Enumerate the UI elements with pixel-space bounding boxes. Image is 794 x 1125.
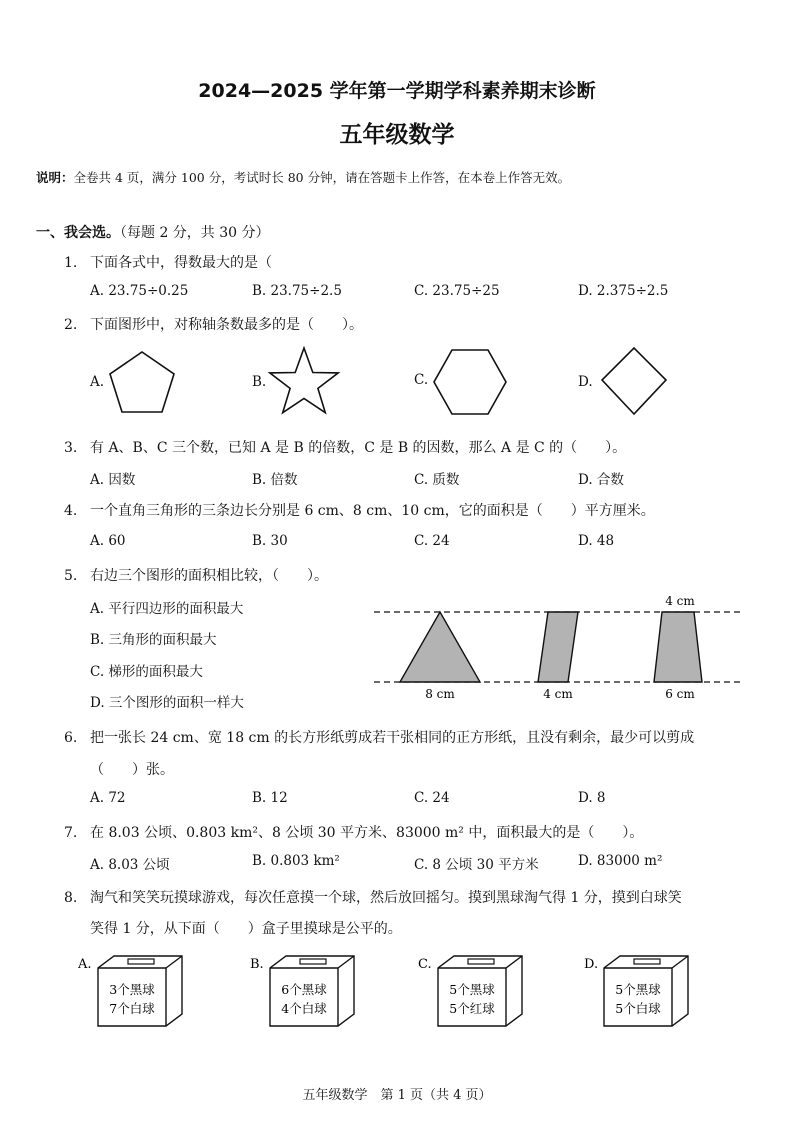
ball-box-b (250, 952, 370, 1032)
parallelogram-base-label: 4 cm (543, 687, 573, 701)
section-points: （每题 2 分，共 30 分） (120, 225, 270, 241)
question-8-continued: 笑得 1 分，从下面（ ）盒子里摸球是公平的。 (90, 921, 402, 937)
box-d-line2: 5个白球 (615, 1001, 661, 1016)
question-3: 3. 有 A、B、C 三个数，已知 A 是 B 的倍数，C 是 B 的因数，那么 A 是 C 的（ ）。 (64, 440, 627, 456)
q2-option-c: C. (414, 372, 429, 388)
q6-option-d: D. 8 (578, 790, 606, 806)
instructions-label: 说明： (36, 170, 74, 185)
section-heading (36, 222, 270, 242)
q6-option-b: B. 12 (252, 790, 288, 806)
box-c-line1: 5个黑球 (449, 982, 495, 997)
box-c-letter: C. (418, 957, 432, 972)
triangle-base-label: 8 cm (425, 687, 455, 701)
box-b-letter: B. (250, 957, 264, 972)
q4-option-d: D. 48 (578, 533, 615, 549)
question-2: 2. 下面图形中，对称轴条数最多的是（ ）。 (64, 317, 363, 333)
hexagon-figure (428, 346, 512, 418)
instructions (36, 168, 570, 186)
question-6: 6. 把一张长 24 cm、宽 18 cm 的长方形纸剪成若干张相同的正方形纸，且没有剩余，最少可以剪成 (64, 730, 695, 746)
q6-option-a: A. 72 (90, 790, 126, 806)
ball-box-c (418, 952, 538, 1032)
q3-option-a: A. 因数 (90, 472, 136, 488)
q7-option-a: A. 8.03 公顷 (90, 857, 170, 873)
trapezoid-bottom-label: 6 cm (665, 687, 695, 701)
q2-option-b: B. (252, 374, 267, 390)
box-b-line2: 4个白球 (281, 1001, 327, 1016)
star-figure (264, 344, 344, 420)
square-figure (594, 344, 674, 420)
question-1: 1. 下面各式中，得数最大的是（ (64, 255, 272, 271)
box-b-line1: 6个黑球 (281, 982, 327, 997)
question-8: 8. 淘气和笑笑玩摸球游戏，每次任意摸一个球，然后放回摇匀。摸到黑球淘气得 1 分，摸到白球笑 (64, 890, 682, 906)
q7-option-b: B. 0.803 km² (252, 853, 340, 869)
box-a-line2: 7个白球 (109, 1001, 155, 1016)
pentagon-figure (100, 346, 184, 418)
box-d-letter: D. (584, 957, 599, 972)
q5-option-d: D. 三个图形的面积一样大 (90, 695, 244, 711)
box-a-letter: A. (78, 957, 92, 972)
q1-option-c: C. 23.75÷25 (414, 283, 500, 299)
q5-option-b: B. 三角形的面积最大 (90, 632, 217, 648)
q7-option-d: D. 83000 m² (578, 853, 663, 869)
question-6-continued: （ ）张。 (90, 762, 174, 778)
question-4: 4. 一个直角三角形的三条边长分别是 6 cm、8 cm、10 cm，它的面积是（ ）平方厘米。 (64, 503, 655, 519)
q3-option-c: C. 质数 (414, 472, 460, 488)
q7-option-c: C. 8 公顷 30 平方米 (414, 857, 539, 873)
section-title: 一、我会选。 (36, 225, 120, 241)
q1-option-b: B. 23.75÷2.5 (252, 283, 342, 299)
page-footer: 五年级数学 第 1 页（共 4 页） (302, 1088, 492, 1103)
q4-option-a: A. 60 (90, 533, 126, 549)
q5-option-c: C. 梯形的面积最大 (90, 664, 203, 680)
q2-option-d: D. (578, 374, 593, 390)
q4-option-c: C. 24 (414, 533, 450, 549)
q3-option-b: B. 倍数 (252, 472, 298, 488)
trapezoid-shape (654, 612, 702, 682)
box-d-line1: 5个黑球 (615, 982, 661, 997)
question-7: 7. 在 8.03 公顷、0.803 km²、8 公顷 30 平方米、83000 m² 中，面积最大的是（ ）。 (64, 825, 644, 841)
q2-option-a: A. (90, 374, 105, 390)
exam-title: 2024—2025 学年第一学期学科素养期末诊断 (198, 80, 596, 102)
q5-option-a: A. 平行四边形的面积最大 (90, 601, 244, 617)
box-a-line1: 3个黑球 (109, 982, 155, 997)
q4-option-b: B. 30 (252, 533, 288, 549)
box-c-line2: 5个红球 (449, 1001, 495, 1016)
exam-subtitle: 五年级数学 (339, 121, 455, 148)
area-comparison-figure (370, 590, 746, 702)
parallelogram-shape (538, 612, 578, 682)
ball-box-d (584, 952, 704, 1032)
q1-option-a: A. 23.75÷0.25 (90, 283, 189, 299)
trapezoid-top-label: 4 cm (665, 594, 695, 608)
q3-option-d: D. 合数 (578, 472, 624, 488)
q1-option-d: D. 2.375÷2.5 (578, 283, 669, 299)
question-5: 5. 右边三个图形的面积相比较，（ ）。 (64, 568, 328, 584)
q6-option-c: C. 24 (414, 790, 450, 806)
triangle-shape (400, 612, 480, 682)
instructions-text: 全卷共 4 页，满分 100 分，考试时长 80 分钟，请在答题卡上作答，在本卷上作答无效。 (73, 170, 571, 185)
ball-box-a (78, 952, 198, 1032)
